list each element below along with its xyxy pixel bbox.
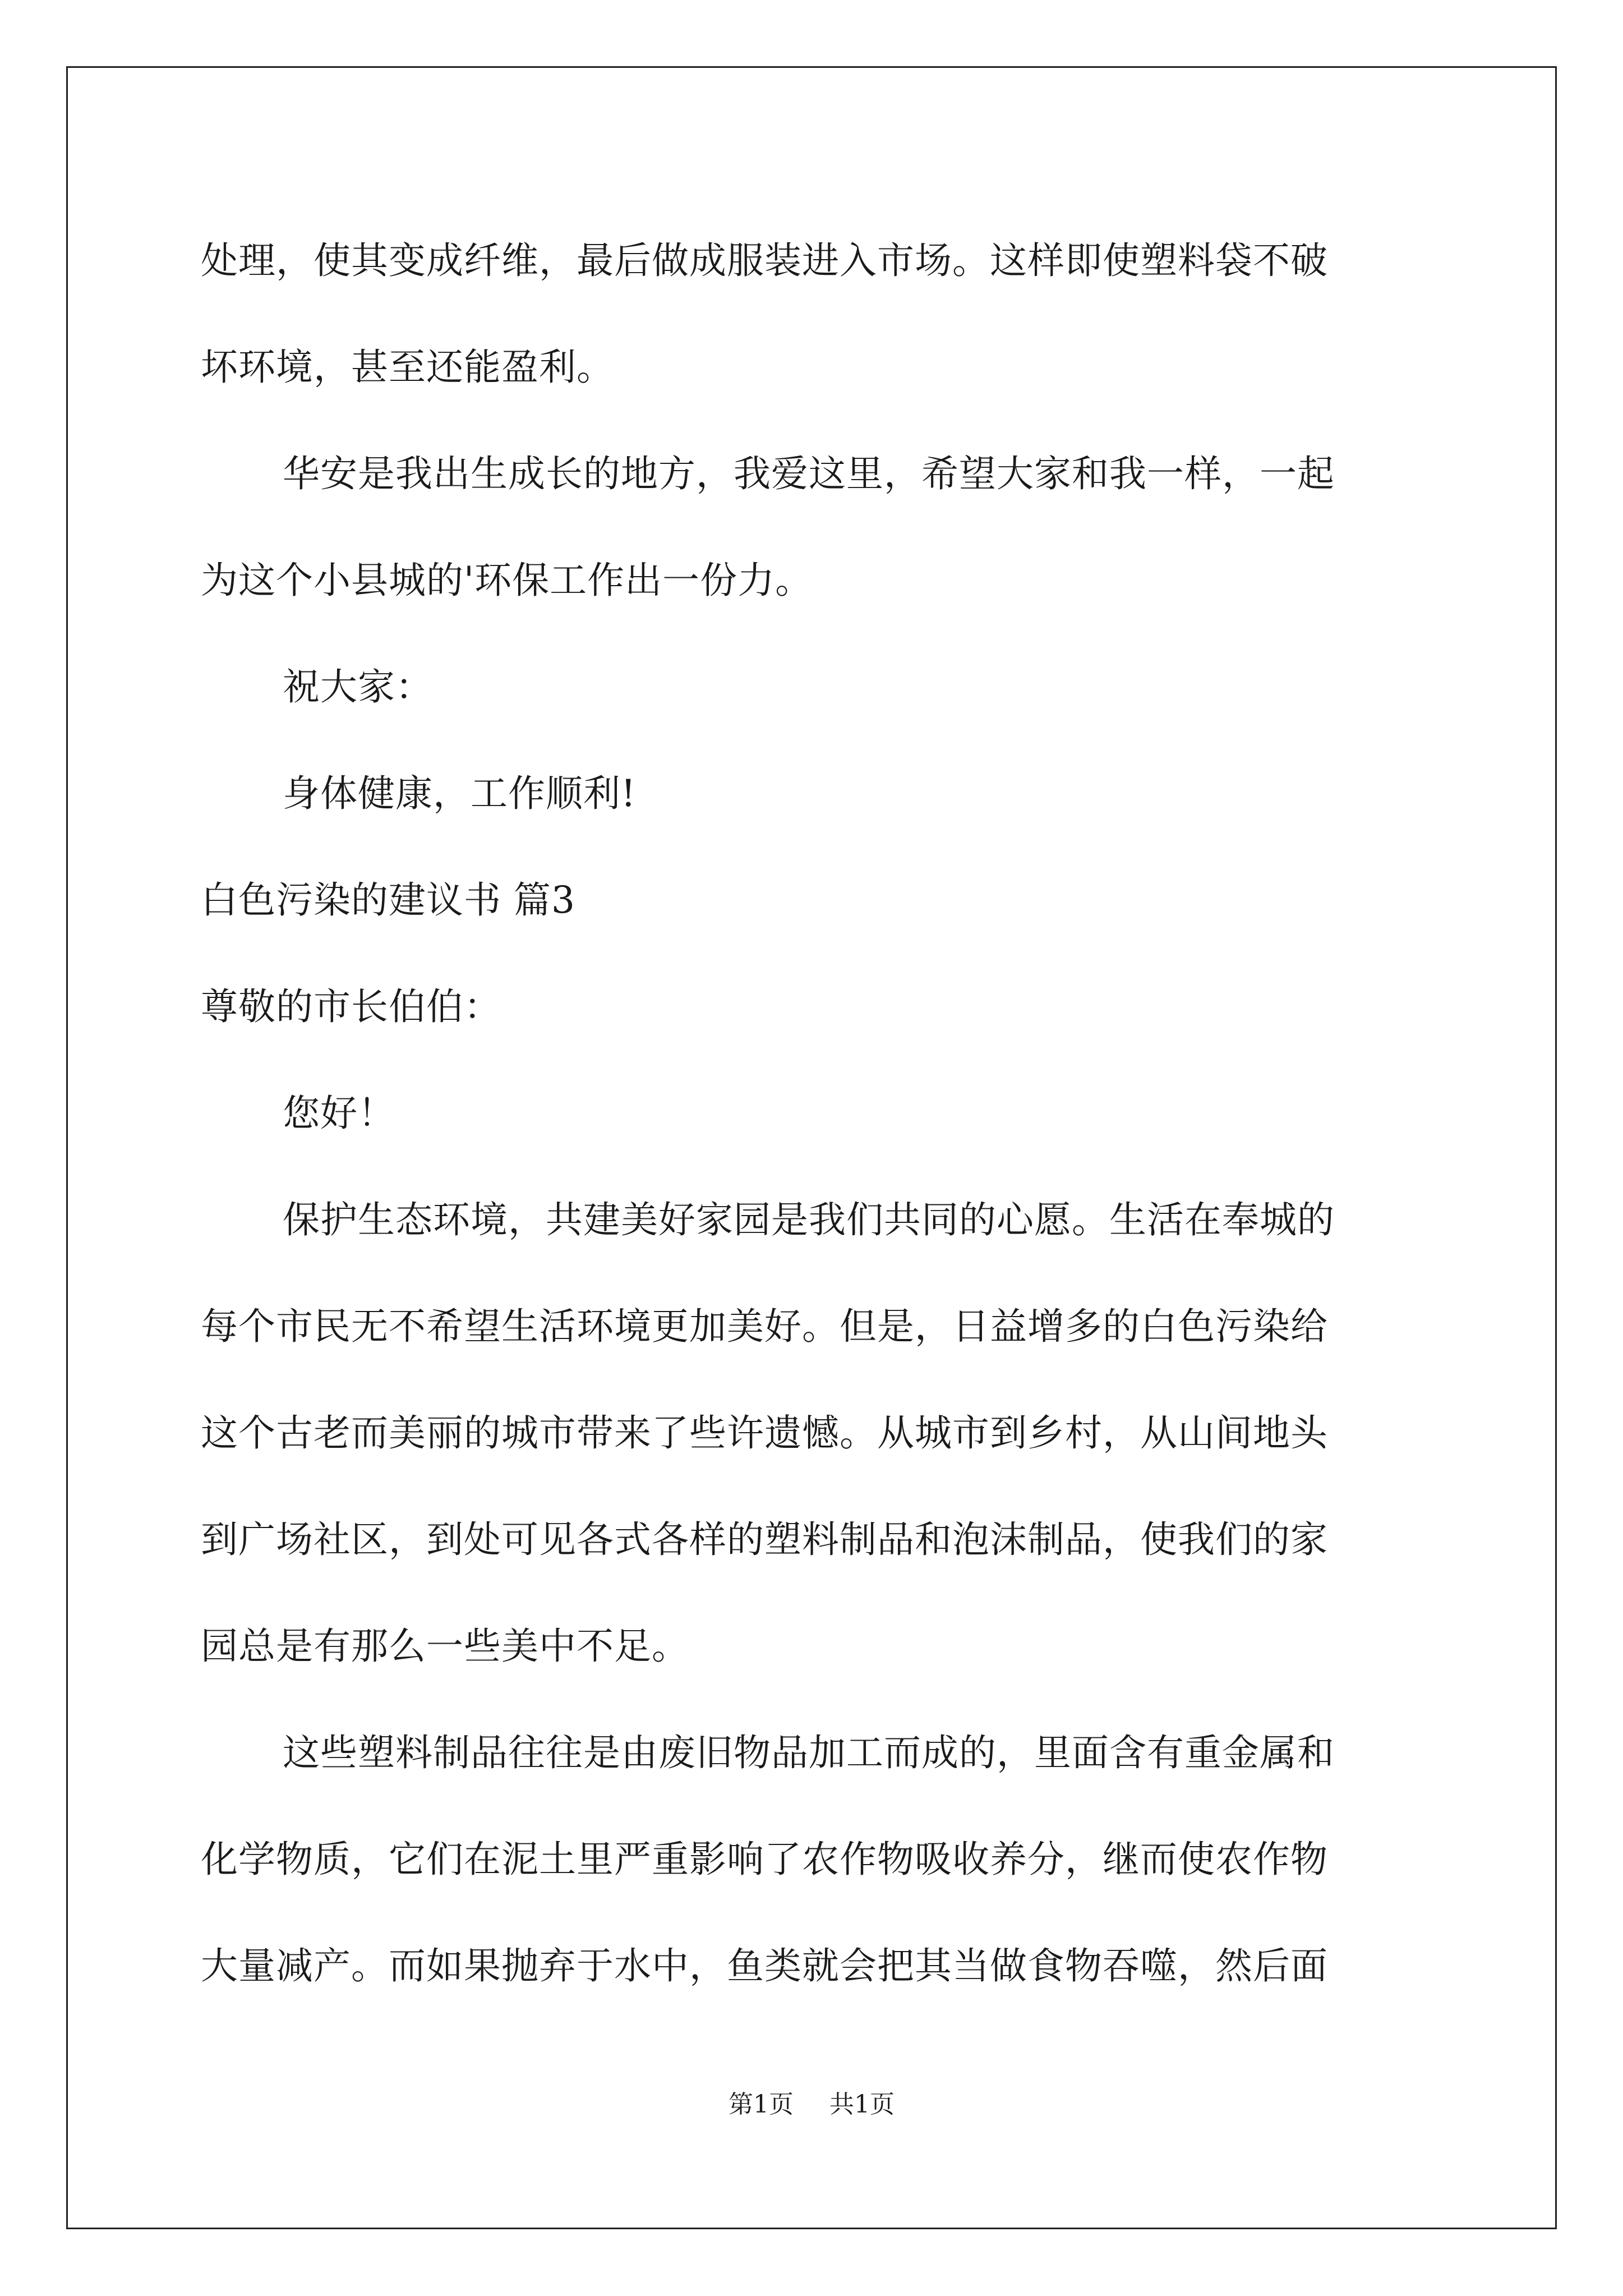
text-line: 身体健康，工作顺利! bbox=[283, 772, 637, 815]
text-line: 为这个小县城的'环保工作出一份力。 bbox=[201, 559, 813, 602]
text-line: 保护生态环境，共建美好家园是我们共同的心愿。生活在奉城的 bbox=[283, 1198, 1335, 1241]
text-line: 每个市民无不希望生活环境更加美好。但是，日益增多的白色污染给 bbox=[201, 1305, 1328, 1348]
text-line: 园总是有那么一些美中不足。 bbox=[201, 1625, 689, 1668]
page-total: 共1页 bbox=[829, 2090, 895, 2119]
greeting: 您好！ bbox=[283, 1092, 395, 1135]
text-line: 化学物质，它们在泥土里严重影响了农作物吸收养分，继而使农作物 bbox=[201, 1838, 1328, 1881]
text-line: 这些塑料制品往往是由废旧物品加工而成的，里面含有重金属和 bbox=[283, 1731, 1335, 1774]
salutation: 尊敬的市长伯伯： bbox=[201, 985, 501, 1028]
section-heading: 白色污染的建议书 篇3 bbox=[201, 878, 575, 922]
document-body bbox=[201, 208, 1435, 2019]
text-line: 到广场社区，到处可见各式各样的塑料制品和泡沫制品，使我们的家 bbox=[201, 1518, 1328, 1561]
text-line: 大量减产。而如果抛弃于水中，鱼类就会把其当做食物吞噬，然后面 bbox=[201, 1944, 1328, 1987]
text-line: 这个古老而美丽的城市带来了些许遗憾。从城市到乡村，从山间地头 bbox=[201, 1411, 1328, 1455]
text-line: 祝大家： bbox=[283, 665, 433, 708]
text-line: 坏环境，甚至还能盈利。 bbox=[201, 346, 614, 389]
page-footer bbox=[0, 2088, 1623, 2122]
text-line: 华安是我出生成长的地方，我爱这里，希望大家和我一样，一起 bbox=[283, 452, 1335, 495]
text-line: 处理，使其变成纤维，最后做成服装进入市场。这样即使塑料袋不破 bbox=[201, 239, 1328, 282]
page-number: 第1页 bbox=[728, 2090, 794, 2119]
